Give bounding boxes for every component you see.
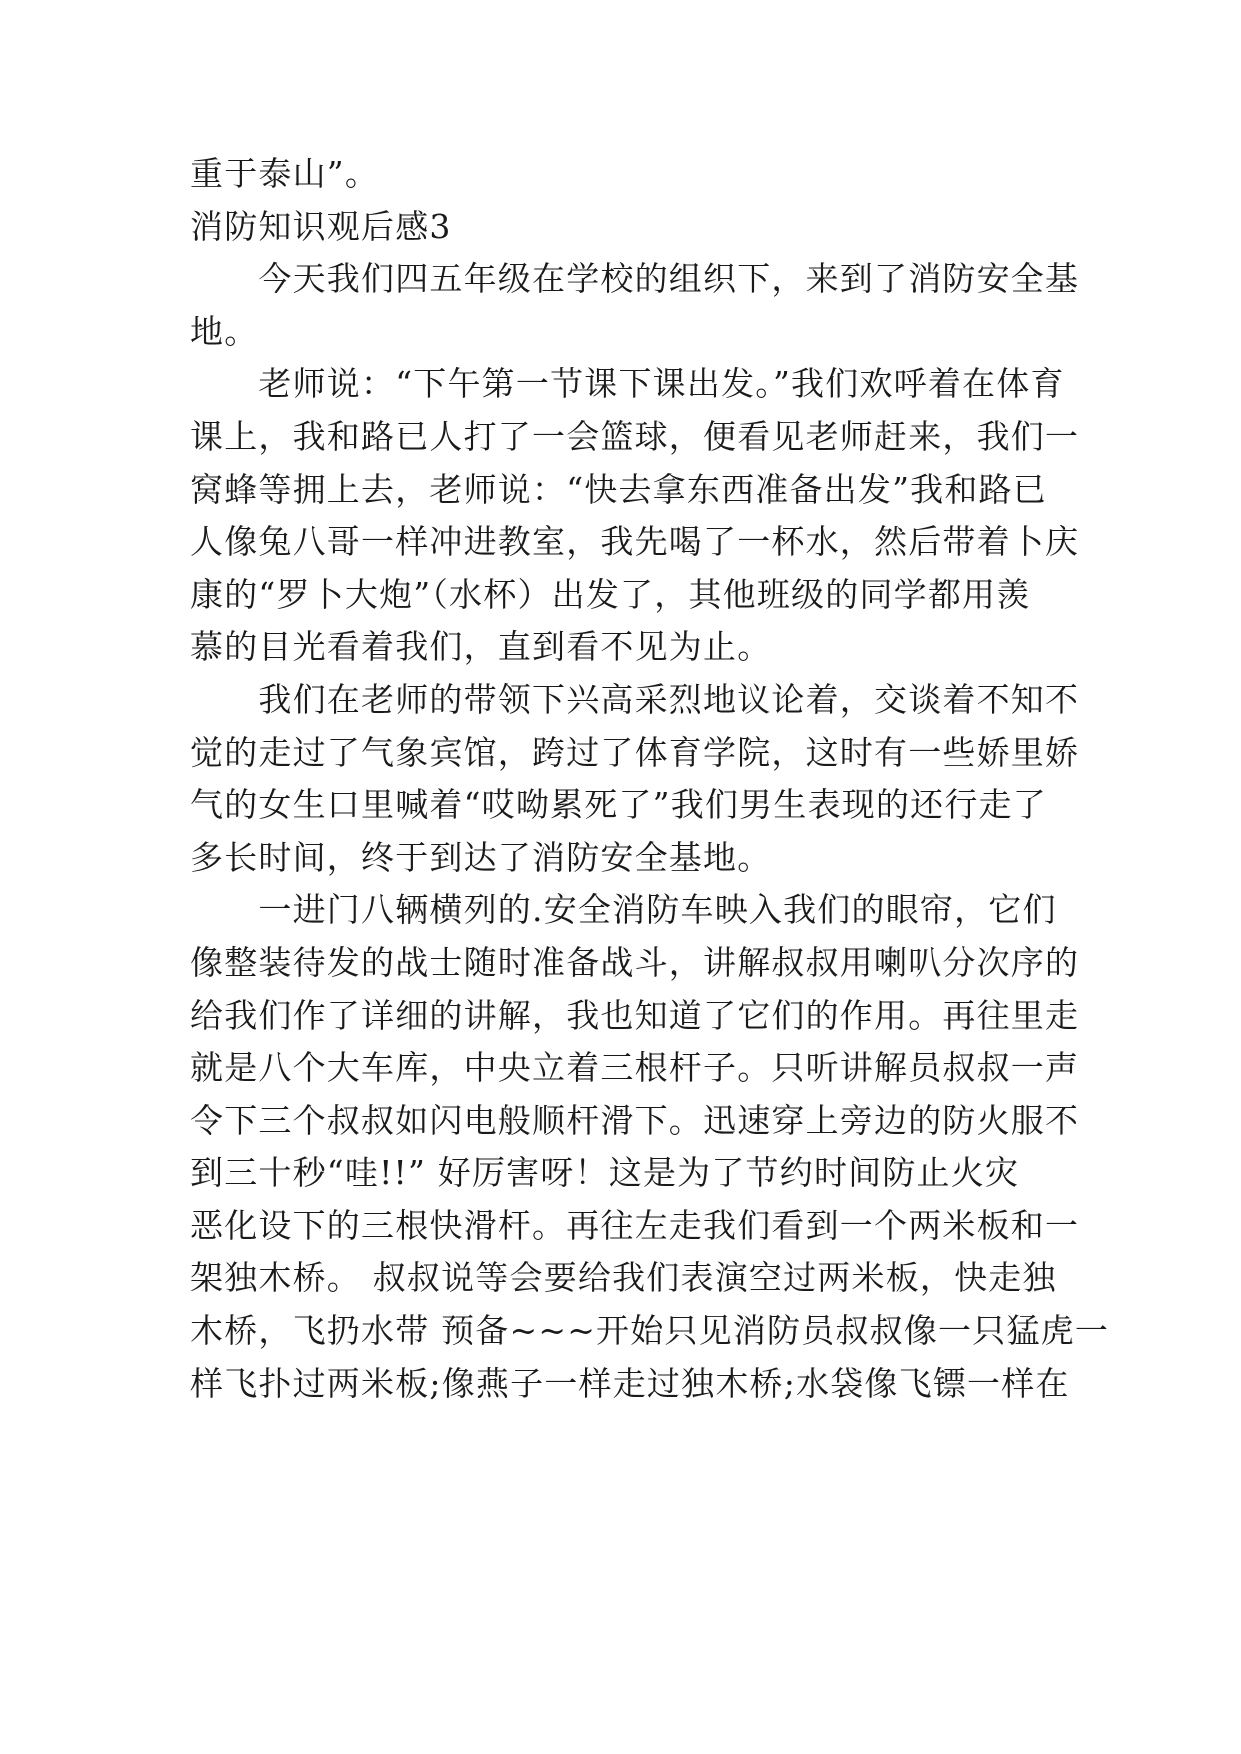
text-line: 窝蜂等拥上去，老师说：“快去拿东西准备出发”我和路已 — [190, 469, 1047, 509]
text-line: 地。 — [190, 311, 259, 351]
text-line: 一进门八辆横列的.安全消防车映入我们的眼帘，它们 — [190, 890, 1057, 930]
text-line: 就是八个大车库，中央立着三根杆子。只听讲解员叔叔一声 — [190, 1048, 1080, 1088]
text-line: 课上，我和路已人打了一会篮球，便看见老师赶来，我们一 — [190, 416, 1080, 456]
text-line: 木桥，飞扔水带 预备~~~开始只见消防员叔叔像一只猛虎一 — [190, 1311, 1110, 1351]
section-title: 消防知识观后感3 — [190, 206, 452, 246]
text-line: 架独木桥。 叔叔说等会要给我们表演空过两米板，快走独 — [190, 1258, 1057, 1298]
text-line: 觉的走过了气象宾馆，跨过了体育学院，这时有一些娇里娇 — [190, 732, 1080, 772]
text-line: 今天我们四五年级在学校的组织下，来到了消防安全基 — [190, 259, 1080, 299]
text-line: 我们在老师的带领下兴高采烈地议论着，交谈着不知不 — [190, 679, 1080, 719]
document-body — [190, 148, 1110, 1410]
text-line: 多长时间，终于到达了消防安全基地。 — [190, 837, 772, 877]
text-line: 到三十秒“哇!!” 好厉害呀！这是为了节约时间防止火灾 — [190, 1153, 1020, 1193]
text-line: 老师说：“下午第一节课下课出发。”我们欢呼着在体育 — [190, 364, 1065, 404]
text-line: 重于泰山”。 — [190, 154, 380, 193]
text-line: 令下三个叔叔如闪电般顺杆滑下。迅速穿上旁边的防火服不 — [190, 1100, 1080, 1140]
text-line: 气的女生口里喊着“哎呦累死了”我们男生表现的还行走了 — [190, 785, 1047, 825]
text-line: 人像兔八哥一样冲进教室，我先喝了一杯水，然后带着卜庆 — [190, 522, 1080, 562]
text-line: 恶化设下的三根快滑杆。再往左走我们看到一个两米板和一 — [190, 1205, 1080, 1245]
text-line: 样飞扑过两米板;像燕子一样走过独木桥;水袋像飞镖一样在 — [190, 1363, 1070, 1403]
text-line: 康的“罗卜大炮”（水杯）出发了，其他班级的同学都用羡 — [190, 574, 1031, 614]
text-line: 慕的目光看着我们，直到看不见为止。 — [190, 627, 772, 667]
text-line: 像整装待发的战士随时准备战斗，讲解叔叔用喇叭分次序的 — [190, 942, 1080, 982]
text-line: 给我们作了详细的讲解，我也知道了它们的作用。再往里走 — [190, 995, 1080, 1035]
